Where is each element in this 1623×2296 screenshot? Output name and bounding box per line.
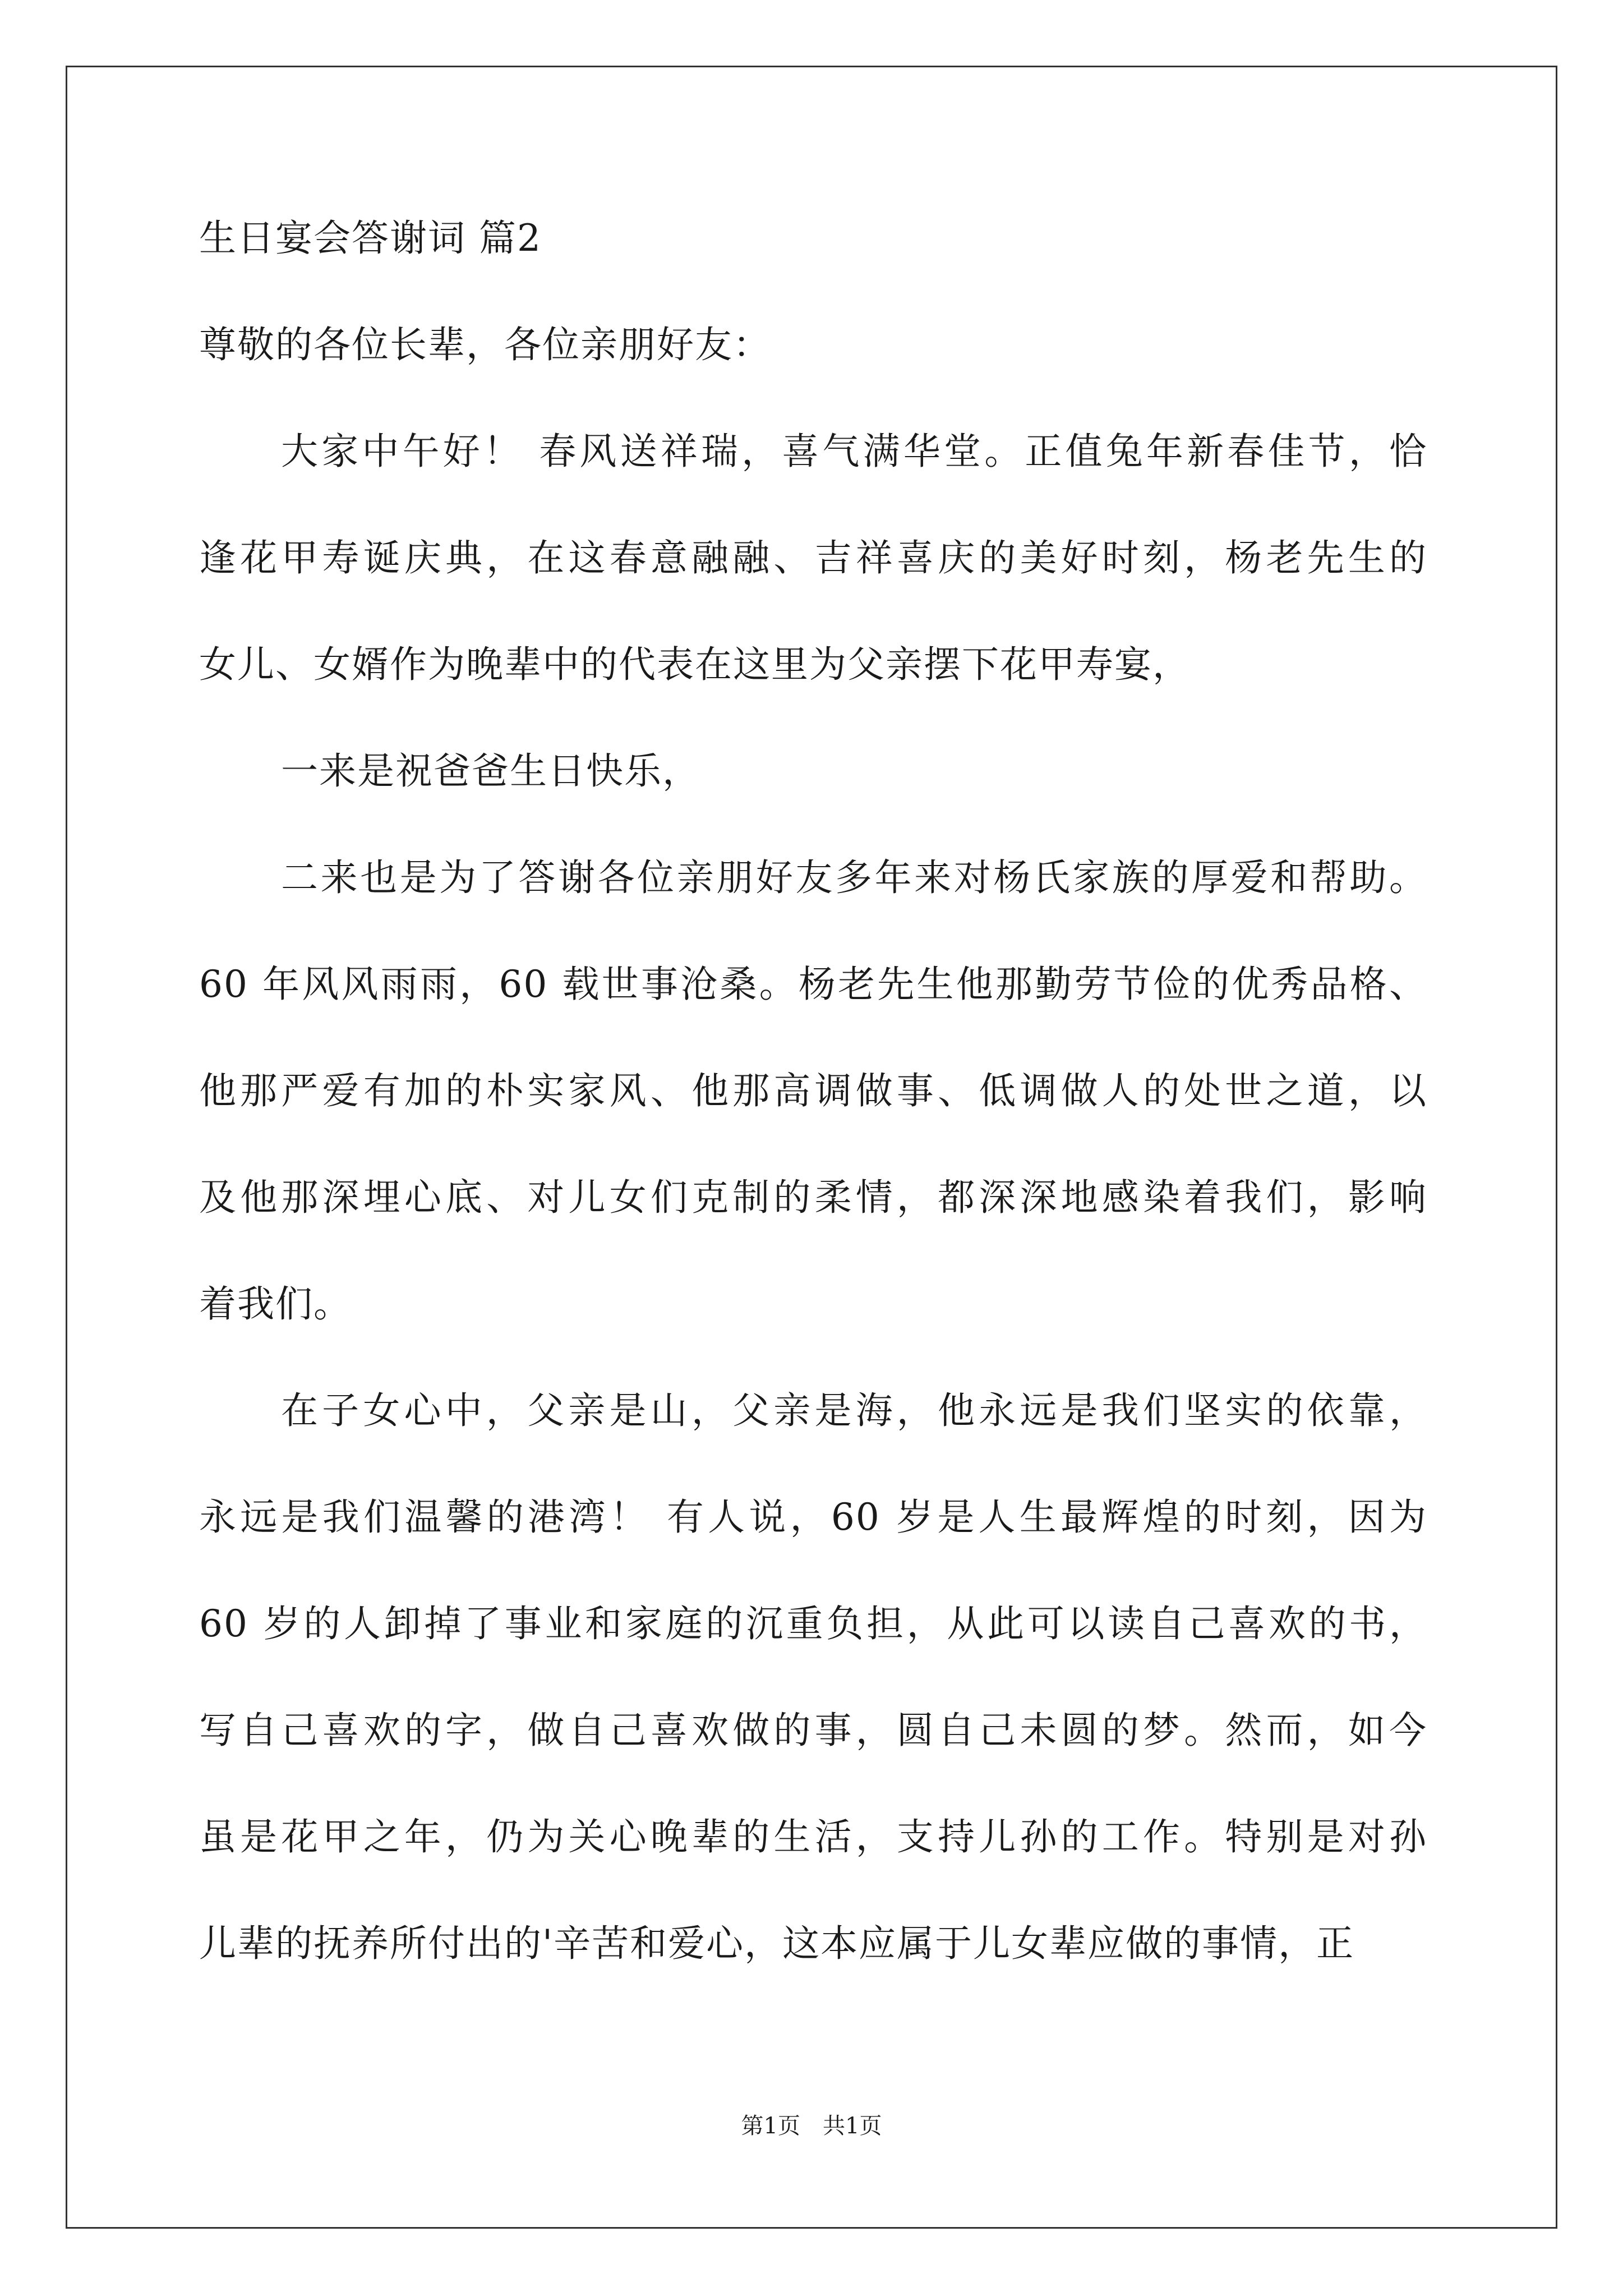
text-line: 60 年风风雨雨，60 载世事沧桑。杨老先生他那勤劳节俭的优秀品格、 [199,963,1427,1006]
text-line: 60 岁的人卸掉了事业和家庭的沉重负担，从此可以读自己喜欢的书， [199,1602,1427,1645]
text-line: 儿辈的抚养所付出的'辛苦和爱心，这本应属于儿女辈应做的事情，正 [199,1922,1355,1965]
text-line: 逢花甲寿诞庆典，在这春意融融、吉祥喜庆的美好时刻，杨老先生的 [199,536,1427,579]
text-line: 二来也是为了答谢各位亲朋好友多年来对杨氏家族的厚爱和帮助。 [281,856,1427,899]
document-body [199,208,1427,2019]
paragraph [199,740,1427,802]
text-line: 一来是祝爸爸生日快乐， [281,749,700,793]
text-line: 着我们。 [199,1282,352,1326]
paragraph-container [199,314,1427,1975]
text-line: 写自己喜欢的字，做自己喜欢做的事，圆自己未圆的梦。然而，如今 [199,1709,1427,1752]
text-line: 大家中午好！ 春风送祥瑞，喜气满华堂。正值兔年新春佳节，恰 [281,430,1427,473]
paragraph [199,847,1427,1335]
text-line: 虽是花甲之年，仍为关心晚辈的生活，支持儿孙的工作。特别是对孙 [199,1815,1427,1858]
text-line: 在子女心中，父亲是山，父亲是海，他永远是我们坚实的依靠， [281,1389,1427,1432]
paragraph [199,421,1427,696]
text-line: 尊敬的各位长辈，各位亲朋好友： [199,323,771,366]
paragraph [199,1380,1427,1975]
paragraph [199,314,1427,376]
text-line: 女儿、女婿作为晚辈中的代表在这里为父亲摆下花甲寿宴， [199,643,1191,686]
document-title: 生日宴会答谢词 篇2 [199,217,542,260]
text-line: 及他那深埋心底、对儿女们克制的柔情，都深深地感染着我们，影响 [199,1176,1427,1219]
text-line: 永远是我们温馨的港湾！ 有人说，60 岁是人生最辉煌的时刻，因为 [199,1496,1427,1539]
page-footer: 第1页 共1页 [741,2113,882,2139]
text-line: 他那严爱有加的朴实家风、他那高调做事、低调做人的处世之道，以 [199,1069,1427,1112]
